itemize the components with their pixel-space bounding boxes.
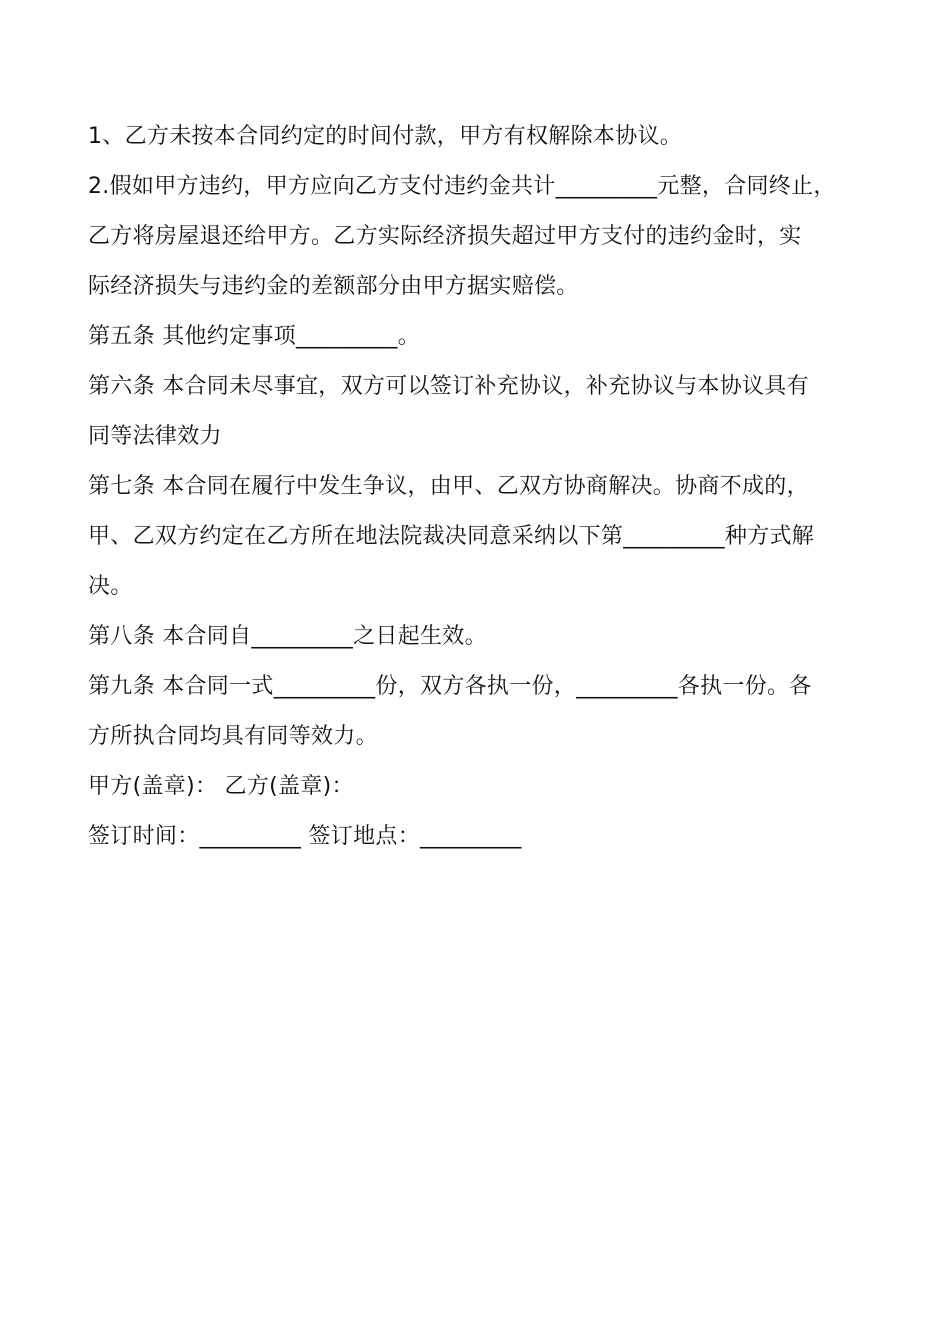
clause-party-a-default-cont-1: 乙方将房屋退还给甲方。乙方实际经济损失超过甲方支付的违约金时，实 (88, 224, 802, 249)
clause-party-a-default: 2.假如甲方违约，甲方应向乙方支付违约金共计_________元整，合同终止， (88, 174, 836, 199)
article-8-effective-date: 第八条 本合同自_________之日起生效。 (88, 624, 487, 649)
article-7-disputes-cont-2: 决。 (88, 574, 133, 599)
article-7-disputes: 第七条 本合同在履行中发生争议，由甲、乙双方协商解决。协商不成的， (88, 474, 809, 499)
article-9-copies-cont: 方所执合同均具有同等效力。 (88, 724, 378, 749)
article-9-copies: 第九条 本合同一式_________份，双方各执一份，_________各执一份。各 (88, 674, 812, 699)
article-5-other-terms: 第五条 其他约定事项_________。 (88, 324, 420, 349)
article-6-supplementary-cont: 同等法律效力 (88, 424, 222, 449)
clause-payment-default: 1、乙方未按本合同约定的时间付款，甲方有权解除本协议。 (88, 124, 683, 149)
signing-time-place: 签订时间：_________ 签订地点：_________ (88, 824, 522, 849)
document-page (88, 112, 878, 862)
article-6-supplementary: 第六条 本合同未尽事宜，双方可以签订补充协议，补充协议与本协议具有 (88, 374, 809, 399)
party-seals: 甲方(盖章)： 乙方(盖章)： (88, 774, 354, 799)
clause-party-a-default-cont-2: 际经济损失与违约金的差额部分由甲方据实赔偿。 (88, 274, 579, 299)
article-7-disputes-cont-1: 甲、乙双方约定在乙方所在地法院裁决同意采纳以下第_________种方式解 (88, 524, 815, 549)
